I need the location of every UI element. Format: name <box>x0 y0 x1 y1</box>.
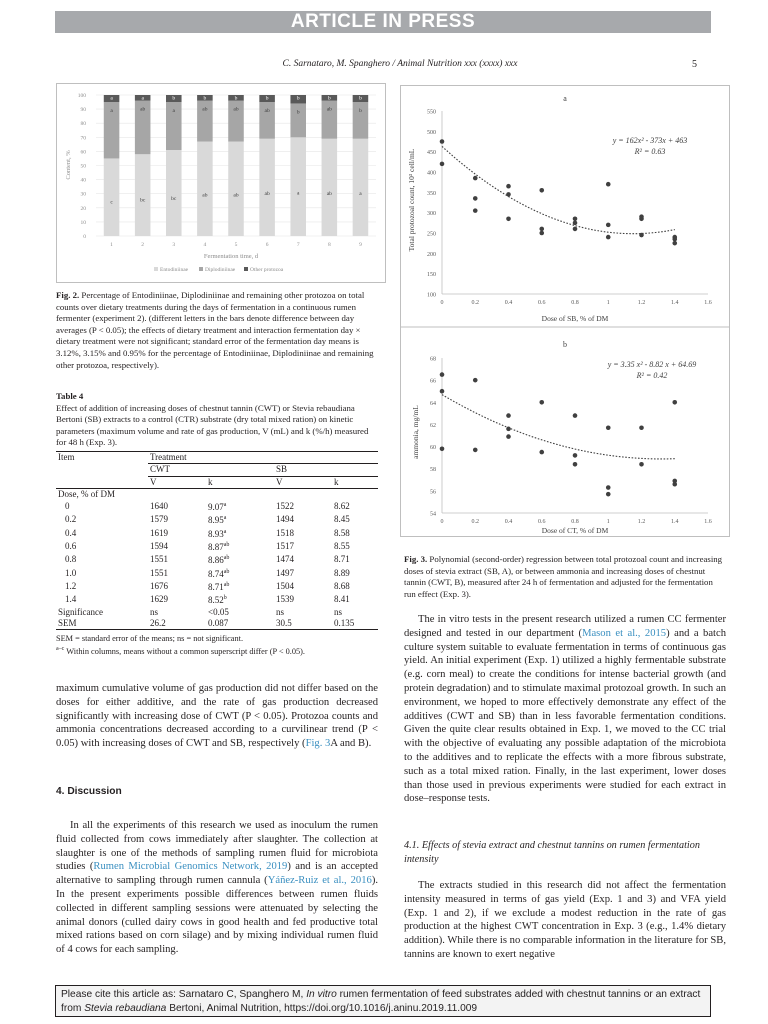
superscript: ab <box>223 555 230 562</box>
x-tick-label: 8 <box>327 242 331 248</box>
figure-link[interactable]: Fig. 3 <box>305 738 331 750</box>
table-cell <box>206 567 274 580</box>
bar-entodiniinae <box>104 158 120 236</box>
x-tick-label: 0 <box>440 519 444 525</box>
data-point <box>473 196 478 201</box>
footer-text: Bertoni, Animal Nutrition, https://doi.org/10.1016/j.aninu.2019.11.009 <box>166 1003 478 1014</box>
y-tick-label: 150 <box>427 272 436 279</box>
significance-letter: ab <box>140 106 146 113</box>
y-tick-label: 40 <box>80 177 86 184</box>
significance-letter: ab <box>326 191 332 198</box>
table-cell: 1.2 <box>65 580 77 591</box>
legend-label-other-protozoa: Other protozoa <box>250 267 284 273</box>
x-tick-label: 1.6 <box>704 300 712 306</box>
table-row <box>56 553 378 566</box>
table-cell-value: 9.07 <box>208 502 224 513</box>
table-cell: 1474 <box>276 554 294 565</box>
bar-entodiniinae <box>322 139 338 236</box>
table-cell <box>206 580 274 593</box>
y-tick-label: 70 <box>80 135 86 142</box>
y-tick-label: 60 <box>430 445 436 452</box>
superscript: a <box>223 528 227 535</box>
x-tick-label: 3 <box>172 242 176 248</box>
significance-letter: ab <box>326 106 332 113</box>
data-point <box>639 233 644 238</box>
table-cell: 1676 <box>150 580 168 591</box>
data-point <box>573 221 578 226</box>
data-point <box>440 372 445 377</box>
table-row <box>56 580 378 593</box>
data-point <box>473 208 478 213</box>
bar-entodiniinae <box>290 137 306 236</box>
table-cell: 1522 <box>276 501 294 512</box>
table-cell: 26.2 <box>148 618 206 630</box>
table-cell: 8.89 <box>334 567 350 578</box>
y-tick-label: 550 <box>427 109 436 116</box>
x-tick-label: 0.6 <box>538 519 546 525</box>
superscript: ab <box>223 581 230 588</box>
data-point <box>539 231 544 236</box>
table-cell: 8.55 <box>334 541 350 552</box>
significance-letter: b <box>234 95 238 102</box>
significance-letter: b <box>359 95 362 102</box>
fig3-caption-label: Fig. 3. <box>404 554 428 564</box>
bar-entodiniinae <box>228 142 244 236</box>
paragraph-text: maximum cumulative volume of gas production did not differ based on the doses for either additive, and the rate of gas production decreased significantly with increasing dose of CWT (P < 0.05). Protozoa counts and ammonia concentrations decreased according to a curvilinear trend (P < 0.05) with increasing doses of CWT and SB, respectively ( <box>56 683 378 750</box>
table-cell: 8.62 <box>334 501 350 512</box>
table-cell: SEM <box>56 618 148 630</box>
table-cell <box>206 593 274 606</box>
citation-link[interactable]: Rumen Microbial Genomics Network, 2019 <box>93 861 288 873</box>
data-point <box>506 434 511 439</box>
table-cell: 1518 <box>276 527 294 538</box>
table4-header-cwt: CWT <box>148 464 274 476</box>
significance-letter: b <box>296 95 300 102</box>
table-cell: 30.5 <box>274 618 332 630</box>
table-cell-value: 8.87 <box>208 542 224 553</box>
x-tick-label: 0.2 <box>471 519 479 525</box>
table4-header-v-sb: V <box>274 476 332 488</box>
page-number: 5 <box>692 59 697 70</box>
table-cell: 1539 <box>276 594 294 605</box>
methods-discussion-paragraph <box>404 613 726 806</box>
table-cell <box>206 540 274 553</box>
data-point <box>639 462 644 467</box>
significance-letter: b <box>265 95 269 102</box>
x-tick-label: 9 <box>359 242 362 248</box>
fig2-caption-label: Fig. 2. <box>56 290 80 300</box>
table-cell: 0.087 <box>206 618 274 630</box>
bar-entodiniinae <box>197 142 213 236</box>
fig3a-r-squared: R² = 0.63 <box>634 147 666 156</box>
table-cell: ns <box>150 606 159 617</box>
fig3a-x-axis-label: Dose of SB, % of DM <box>541 314 609 323</box>
fig3a-y-axis-label: Total protozoal count, 10³ cell/mL <box>407 148 416 252</box>
y-tick-label: 54 <box>430 511 436 518</box>
data-point <box>672 482 677 487</box>
superscript: ab <box>223 542 230 549</box>
y-tick-label: 300 <box>427 211 436 218</box>
table-cell: 1579 <box>150 514 168 525</box>
table-cell <box>206 527 274 540</box>
y-tick-label: 90 <box>80 107 86 114</box>
legend-label-diplodiniinae: Diplodiniinae <box>205 267 236 273</box>
citation-footer <box>55 985 711 1017</box>
data-point <box>506 192 511 197</box>
significance-letter: a <box>359 191 362 198</box>
x-tick-label: 1 <box>606 300 610 306</box>
table4-header-k-cwt: k <box>206 476 274 488</box>
x-tick-label: 7 <box>296 242 300 248</box>
y-tick-label: 20 <box>80 205 86 212</box>
significance-letter: ab <box>233 106 239 113</box>
fig2-x-axis-label: Fermentation time, d <box>203 253 259 260</box>
data-point <box>573 413 578 418</box>
table-cell-value: 8.71 <box>208 581 224 592</box>
section-heading-discussion: 4. Discussion <box>56 786 122 797</box>
fig3b-panel-label: b <box>563 340 567 349</box>
data-point <box>539 188 544 193</box>
data-point <box>606 485 611 490</box>
data-point <box>506 184 511 189</box>
significance-letter: c <box>110 199 113 206</box>
y-tick-label: 30 <box>80 191 86 198</box>
footer-text: Please cite this article as: Sarnataro C, Spanghero M, <box>61 989 307 1000</box>
data-point <box>606 492 611 497</box>
x-tick-label: 1 <box>110 242 113 248</box>
x-tick-label: 1 <box>606 519 610 525</box>
significance-letter: ab <box>202 106 208 113</box>
table4-label: Table 4 <box>56 391 84 401</box>
y-tick-label: 350 <box>427 190 436 197</box>
y-tick-label: 64 <box>430 400 436 407</box>
data-point <box>639 216 644 221</box>
x-tick-label: 1.2 <box>637 300 646 306</box>
data-point <box>573 462 578 467</box>
fermentation-paragraph <box>404 879 726 962</box>
table-row <box>56 500 378 513</box>
data-point <box>539 450 544 455</box>
footer-text-italic: Stevia rebaudiana <box>84 1003 167 1014</box>
table-row-sem <box>56 618 378 630</box>
table-cell: 0.6 <box>65 541 77 552</box>
significance-letter: b <box>359 108 362 115</box>
data-point <box>506 427 511 432</box>
data-point <box>606 182 611 187</box>
table-cell <box>206 500 274 513</box>
y-tick-label: 250 <box>427 231 436 238</box>
data-point <box>672 400 677 405</box>
data-point <box>606 223 611 228</box>
table-row-significance <box>56 607 378 618</box>
x-tick-label: 2 <box>141 242 145 248</box>
x-tick-label: 0 <box>440 300 444 306</box>
legend-swatch-diplodiniinae <box>199 267 203 271</box>
significance-letter: a <box>110 95 113 102</box>
table4-dose-label: Dose, % of DM <box>58 488 115 499</box>
data-point <box>440 389 445 394</box>
legend-swatch-other-protozoa <box>244 267 248 271</box>
table-cell <box>206 513 274 526</box>
superscript: ab <box>223 568 230 575</box>
table-cell-value: 8.93 <box>208 528 224 539</box>
data-point <box>506 216 511 221</box>
significance-letter: bc <box>171 195 177 202</box>
table-cell-value: 8.95 <box>208 515 224 526</box>
table-cell-value: 8.74 <box>208 568 224 579</box>
y-tick-label: 66 <box>430 378 436 385</box>
results-paragraph <box>56 682 378 751</box>
table4-header-v-cwt: V <box>148 476 206 488</box>
data-point <box>573 227 578 232</box>
y-tick-label: 0 <box>83 234 86 240</box>
y-tick-label: 56 <box>430 489 436 496</box>
data-point <box>473 176 478 181</box>
paragraph-text: ) and is an accepted alternative to sampling through rumen cannula ( <box>56 861 378 887</box>
bar-entodiniinae <box>353 139 369 236</box>
table-cell: 1497 <box>276 567 294 578</box>
y-tick-label: 58 <box>430 467 436 474</box>
fig3-caption <box>404 554 726 600</box>
fig3a-panel-label: a <box>563 94 567 103</box>
table-row <box>56 540 378 553</box>
fig2-y-axis-label: Content, % <box>65 150 72 180</box>
y-tick-label: 60 <box>80 149 86 156</box>
table-cell: 1494 <box>276 514 294 525</box>
running-head: C. Sarnataro, M. Spanghero / Animal Nutrition xxx (xxxx) xxx <box>282 59 518 69</box>
y-tick-label: 450 <box>427 150 436 157</box>
fig2-caption-text: Percentage of Entodiniinae, Diplodiniinae and remaining other protozoa on total counts over dietary treatments during the days of fermentation in a continuous rumen fermenter (experiment 2). (different letters in the bars denote difference between day averages (P < 0.05); the effects of dietary treatment and interaction fermentation day × dietary treatment were not significant; standard error of the fermentation day means is 3.12%, 3.15% and 0.95% for the percentage of Entodiniinae, Diplodiniinae and remaining other protozoa, respectively). <box>56 290 374 370</box>
significance-letter: ab <box>264 191 270 198</box>
superscript: a <box>223 515 227 522</box>
significance-letter: a <box>296 190 300 197</box>
table-cell: 1594 <box>150 541 168 552</box>
significance-letter: b <box>203 95 207 102</box>
table-cell: 1.4 <box>65 594 77 605</box>
table4-header-item: Item <box>56 452 148 464</box>
bar-entodiniinae <box>166 150 182 236</box>
table4-header-treatment: Treatment <box>148 452 378 464</box>
fig2-legend <box>154 267 284 273</box>
table-cell: 0.2 <box>65 514 77 525</box>
fig2-stacked-bar-chart <box>56 83 386 283</box>
data-point <box>606 235 611 240</box>
y-tick-label: 80 <box>80 121 86 128</box>
data-point <box>573 216 578 221</box>
fig3-caption-text: Polynomial (second-order) regression between total protozoal count and increasing doses of stevia extract (SB, A), or between ammonia and increasing doses of chestnut tannin (CWT, B), measured after 24 h of fermentation and adjusted for the fermentation run effect (Exp. 3). <box>404 554 723 599</box>
table-cell-value: 8.86 <box>208 555 224 566</box>
table4-footnote-superscript <box>56 644 378 657</box>
significance-letter: a <box>172 108 176 115</box>
table-cell: <0.05 <box>208 606 229 617</box>
data-point <box>672 241 677 246</box>
fig2-caption <box>56 290 378 371</box>
data-point <box>440 446 445 451</box>
y-tick-label: 62 <box>430 422 436 429</box>
table4-title: Effect of addition of increasing doses of chestnut tannin (CWT) or Stevia rebaudiana Bertoni (SB) extracts to a control (CTR) substrate (dry total mixed ration) on kinetic parameters (maximum volume and rate of gas production, V (mL) and k (%/h) measured for 48 h (Exp. 3). <box>56 402 369 448</box>
table4-header-sb: SB <box>274 464 378 476</box>
x-tick-label: 0.2 <box>471 300 479 306</box>
bar-entodiniinae <box>259 139 275 236</box>
x-tick-label: 0.4 <box>504 519 513 525</box>
table-cell: 1640 <box>150 501 168 512</box>
fig3b-x-axis-label: Dose of CT, % of DM <box>541 526 609 535</box>
table-cell-value: 8.52 <box>208 595 224 606</box>
paragraph-text: ) and a batch culture system suitable to evaluate fermentation in terms of continuous gas yield. An initial experiment (Exp. 1) utilized a highly fermentable substrate (e.g. corn meal) to create the conditions for intense bacterial growth (and protein degradation) and to stimulate maximal protozoal growth. In such an environment, we hoped to more effectively demonstrate any effect of the additives (CWT and SB) than in less favorable fermentation conditions. Given the quite clear results obtained in Exp. 1, we moved to the CC trial with the objective of evaluating any possible adaptation of the microbiota to the additives and to replicate the effects with a more fibrous substrate, such as a total mixed ration. Finally, in the last experiment, lower doses than those used in previous experiments were studied for each extract in dose–response tests. <box>404 627 726 805</box>
table-cell: 1.0 <box>65 567 77 578</box>
superscript: b <box>223 595 227 602</box>
article-in-press-banner: ARTICLE IN PRESS <box>55 11 711 33</box>
significance-letter: a <box>110 108 113 115</box>
table-cell <box>206 553 274 566</box>
table4-title-block <box>56 391 378 449</box>
table-cell: ns <box>334 606 343 617</box>
data-point <box>539 227 544 232</box>
data-point <box>473 378 478 383</box>
table-cell: 8.45 <box>334 514 350 525</box>
table-row <box>56 593 378 606</box>
bar-entodiniinae <box>135 154 151 236</box>
y-tick-label: 10 <box>80 219 86 226</box>
superscript: a <box>223 502 227 509</box>
citation-link[interactable]: Mason et al., 2015 <box>582 627 667 639</box>
footnote-text: Within columns, means without a common superscript differ (P < 0.05). <box>66 646 305 656</box>
data-point <box>506 413 511 418</box>
data-point <box>539 400 544 405</box>
legend-label-entodiniinae: Entodiniinae <box>160 267 189 273</box>
significance-letter: b <box>296 109 300 116</box>
table4-footnote-sem: SEM = standard error of the means; ns = not significant. <box>56 634 244 643</box>
regression-curve <box>442 146 675 233</box>
citation-link[interactable]: Yáñez-Ruiz et al., 2016 <box>267 875 372 887</box>
table-cell: ns <box>276 606 285 617</box>
x-tick-label: 5 <box>234 242 238 248</box>
table-cell: 1619 <box>150 527 168 538</box>
table-cell: 0.8 <box>65 554 77 565</box>
x-tick-label: 1.6 <box>704 519 712 525</box>
table-cell: 1504 <box>276 580 294 591</box>
x-tick-label: 0.6 <box>538 300 546 306</box>
significance-letter: a <box>141 95 144 102</box>
data-point <box>440 139 445 144</box>
paragraph-text: The extracts studied in this research did not affect the fermentation intensity measured in terms of gas yield (Exp. 1 and 3) and VFA yield (Exp. 1 and 2), if we exclude a modest reduction in the rate of gas production at the highest CWT concentration in Exp. 3 (e.g., 1.4% dietary addition). While there is no comparable information in the literature for SB, tannins are known to exert negative <box>404 880 726 960</box>
table4 <box>56 451 378 630</box>
table-cell: 1629 <box>150 594 168 605</box>
y-tick-label: 68 <box>430 356 436 363</box>
x-tick-label: 1.4 <box>671 519 679 525</box>
data-point <box>573 453 578 458</box>
fig3-scatter-charts <box>400 85 730 537</box>
superscript: a–c <box>56 646 65 652</box>
footer-text-italic: In vitro <box>306 989 337 1000</box>
fig3a-equation: y = 162x² - 373x + 463 <box>612 136 688 145</box>
table-cell: 1517 <box>276 541 294 552</box>
table-row <box>56 513 378 526</box>
y-tick-label: 500 <box>427 129 436 136</box>
x-tick-label: 0.8 <box>571 519 579 525</box>
fig3b-equation: y = 3.35 x² - 8.82 x + 64.69 <box>607 360 697 369</box>
y-tick-label: 200 <box>427 251 436 258</box>
table-cell: 1551 <box>150 554 168 565</box>
x-tick-label: 0.8 <box>571 300 579 306</box>
table-cell: 8.58 <box>334 527 350 538</box>
table-cell: 0 <box>65 501 70 512</box>
subsection-heading: 4.1. Effects of stevia extract and chestnut tannins on rumen fermentation intensity <box>404 840 700 865</box>
paragraph-text: A and B). <box>330 738 372 750</box>
significance-letter: ab <box>233 192 239 199</box>
significance-letter: ab <box>264 108 270 115</box>
table4-header-k-sb: k <box>332 476 378 488</box>
data-point <box>639 425 644 430</box>
table-cell: 8.68 <box>334 580 350 591</box>
y-tick-label: 400 <box>427 170 436 177</box>
table-row <box>56 527 378 540</box>
table-row <box>56 567 378 580</box>
fig3b-r-squared: R² = 0.42 <box>636 371 668 380</box>
data-point <box>606 425 611 430</box>
data-point <box>440 162 445 167</box>
data-point <box>473 448 478 453</box>
x-tick-label: 4 <box>203 242 207 248</box>
significance-letter: b <box>172 95 176 102</box>
fig3b-y-axis-label: ammonia, mg/mL <box>411 405 420 459</box>
paragraph-text: The in vitro tests in the present research utilized a rumen CC fermenter designed and tested in our department ( <box>404 614 726 639</box>
significance-letter: bc <box>140 197 146 204</box>
significance-letter: b <box>327 95 331 102</box>
discussion-paragraph <box>56 819 378 957</box>
x-tick-label: 6 <box>265 242 269 248</box>
x-tick-label: 1.4 <box>671 300 679 306</box>
table-cell: 8.41 <box>334 594 350 605</box>
y-tick-label: 100 <box>427 292 436 299</box>
y-tick-label: 50 <box>80 163 86 170</box>
table-cell: 8.71 <box>334 554 350 565</box>
data-point <box>672 237 677 242</box>
paragraph-text: ). In the present experiments possible differences between rumen fluids collected in different sampling sessions were attenuated by selecting the animal donors (culled dairy cows in good health and fed productive total mixed rations based on corn silage) and by mixing individual rumen fluid of 4 cows for each sampling. <box>56 875 378 956</box>
x-tick-label: 0.4 <box>504 300 513 306</box>
x-tick-label: 1.2 <box>637 519 646 525</box>
table-cell: 0.4 <box>65 527 77 538</box>
legend-swatch-entodiniinae <box>154 267 158 271</box>
paragraph-text: In all the experiments of this research we used as inoculum the rumen fluid collected from cows immediately after slaughter. The collection at slaughter is one of the methods of sampling rumen fluid for microbiota studies ( <box>56 820 378 873</box>
significance-letter: ab <box>202 192 208 199</box>
y-tick-label: 100 <box>77 93 86 99</box>
table-cell: 0.135 <box>332 618 378 630</box>
table-cell: 1551 <box>150 567 168 578</box>
table4-footnotes <box>56 633 378 657</box>
footer-text: rumen fermentation of feed substrates added with chestnut tannins or an extract from <box>61 989 701 1014</box>
table-cell: Significance <box>58 606 103 617</box>
